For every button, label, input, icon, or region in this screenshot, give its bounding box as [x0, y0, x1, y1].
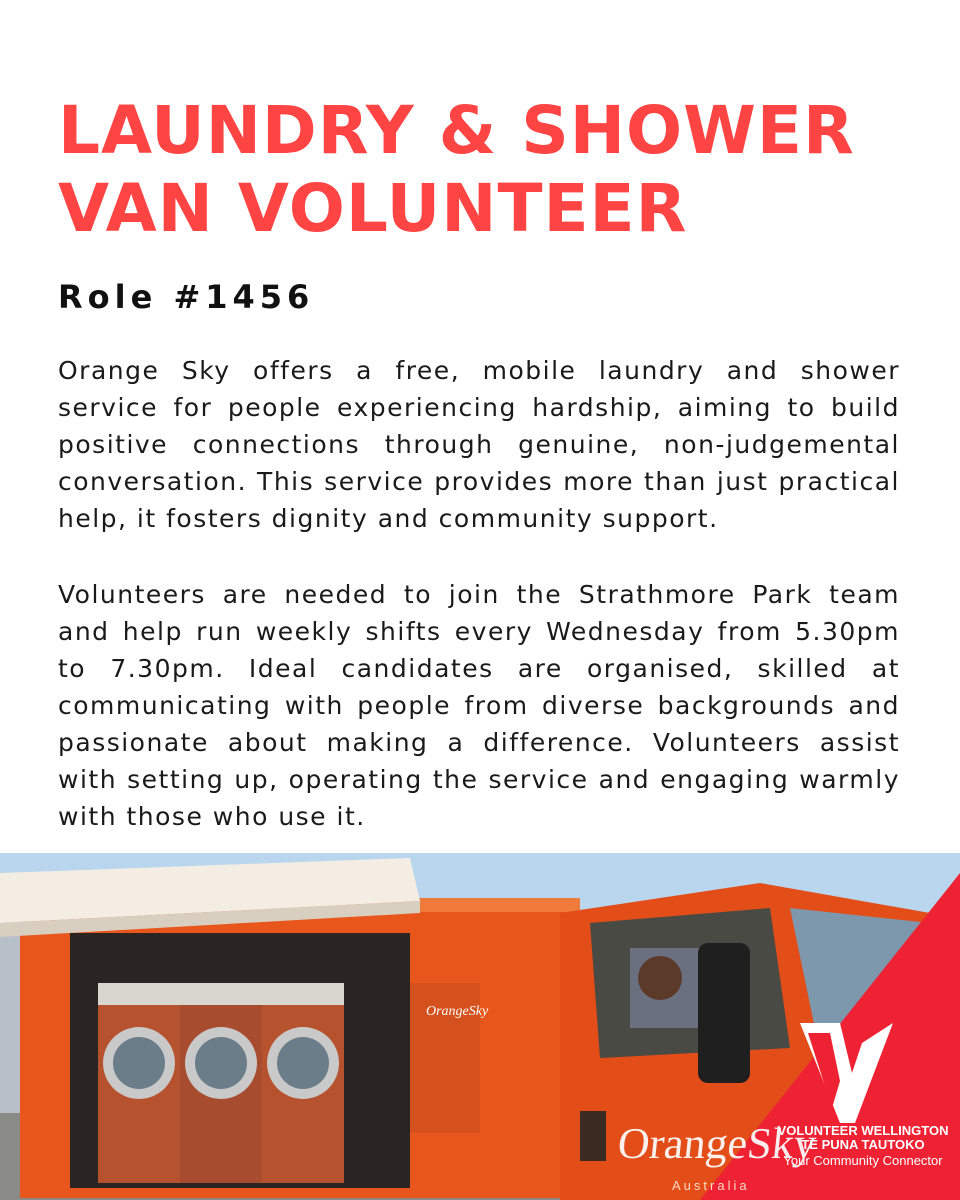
title-line-2: VAN VOLUNTEER [58, 170, 688, 247]
title-line-1: LAUNDRY & SHOWER [58, 92, 855, 169]
logo-line-1: VOLUNTEER WELLINGTON [777, 1123, 949, 1138]
description-paragraph-1: Orange Sky offers a free, mobile laundry and shower service for people experiencing hardship, aiming to build positive connections through genuine, non-judgemental conversation. This service provides more than just practical help, it fosters dignity and community support. [58, 356, 900, 533]
description-paragraph-2: Volunteers are needed to join the Strathmore Park team and help run weekly shifts every Wednesday from 5.30pm to 7.30pm. Ideal candidates are organised, skilled at communicating with people from diverse backgrounds and passionate about making a difference. Volunteers assist with setting up, operating the service and engaging warmly with those who use it. [58, 580, 900, 831]
page-title [58, 92, 918, 248]
side-panel-logo: OrangeSky [426, 1004, 489, 1019]
volunteer-wellington-logo [768, 1124, 958, 1170]
van-brand-subtitle: Australia [672, 1178, 750, 1193]
logo-line-2: TE PUNA TAUTOKO [801, 1137, 925, 1152]
van-brand-logo: OrangeSky [615, 1119, 819, 1168]
logo-tagline: Your Community Connector [783, 1153, 943, 1168]
role-number: Role #1456 [58, 278, 315, 316]
